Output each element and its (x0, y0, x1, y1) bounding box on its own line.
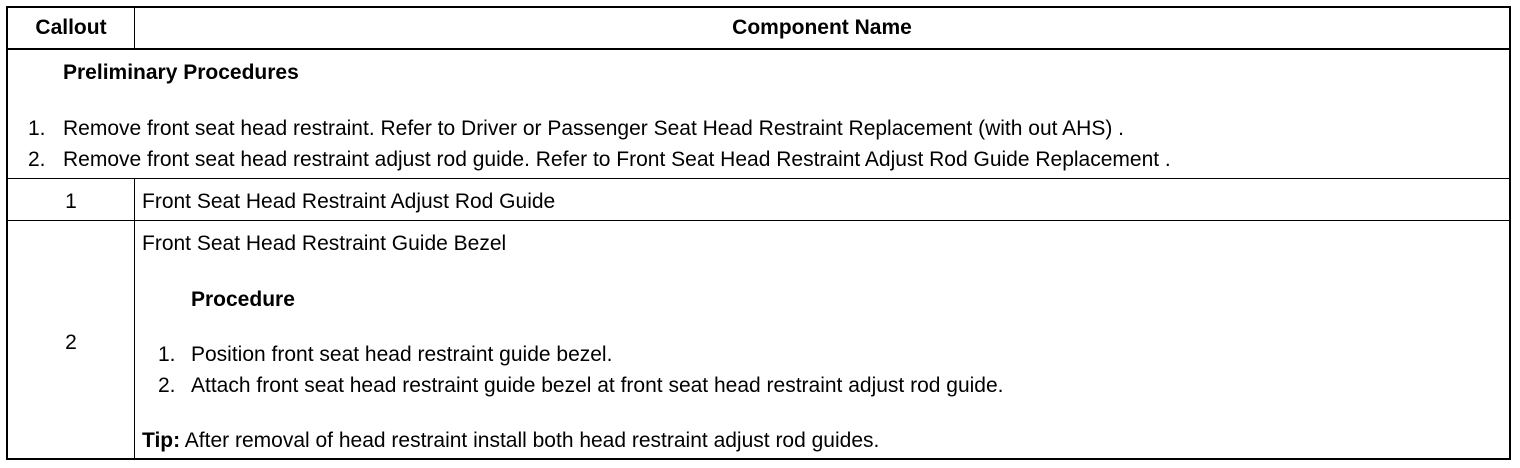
preliminary-step-2-number: 2. (28, 148, 46, 171)
row-2-callout: 2 (65, 331, 77, 354)
tip-text: After removal of head restraint install both head restraint adjust rod guides. (184, 429, 880, 452)
tip-label: Tip: (142, 429, 181, 452)
column-divider-body (134, 178, 135, 458)
procedure-step-2-number: 2. (158, 374, 176, 397)
header-callout: Callout (35, 16, 107, 39)
row-1-component-name: Front Seat Head Restraint Adjust Rod Guide (142, 190, 556, 213)
tip-note (142, 429, 879, 453)
row-divider-1 (8, 178, 1509, 179)
row-1-callout: 1 (65, 190, 77, 213)
row-2-component-name: Front Seat Head Restraint Guide Bezel (142, 232, 507, 255)
preliminary-step-2-text: Remove front seat head restraint adjust rod guide. Refer to Front Seat Head Restraint Adjust Rod Guide Replacement . (63, 148, 1171, 171)
procedure-step-1-number: 1. (158, 343, 176, 366)
preliminary-step-1-number: 1. (28, 117, 46, 140)
header-component-name: Component Name (732, 16, 912, 39)
component-table (6, 6, 1511, 460)
procedure-step-2-text: Attach front seat head restraint guide bezel at front seat head restraint adjust rod guide. (191, 374, 1004, 397)
procedure-step-1-text: Position front seat head restraint guide bezel. (191, 343, 613, 366)
preliminary-heading: Preliminary Procedures (63, 61, 299, 84)
procedure-heading: Procedure (191, 288, 295, 311)
preliminary-step-1-text: Remove front seat head restraint. Refer to Driver or Passenger Seat Head Restraint Replacement (with out AHS) . (63, 117, 1124, 140)
row-divider-2 (8, 220, 1509, 221)
header-divider (8, 48, 1509, 50)
